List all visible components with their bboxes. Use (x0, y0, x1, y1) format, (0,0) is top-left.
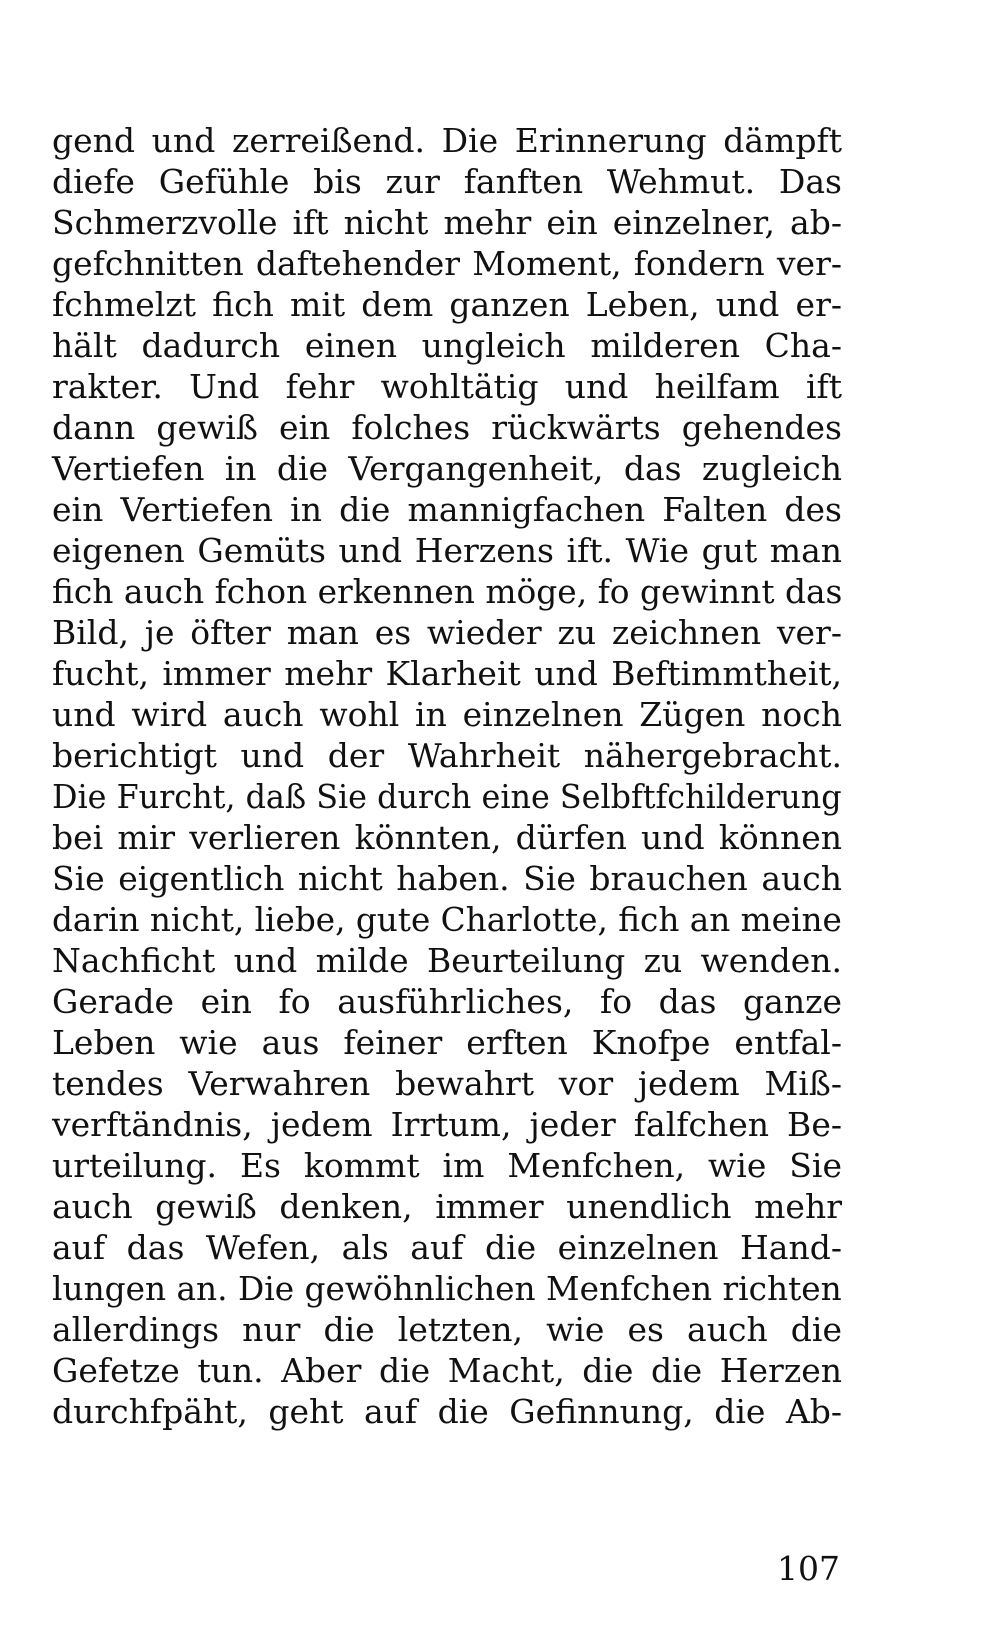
text-line: Sie eigentlich nicht haben. Sie brauchen auch (52, 859, 842, 898)
text-line: Leben wie aus feiner erften Knofpe entfal- (52, 1023, 842, 1062)
text-line: gefchnitten daftehender Moment, fondern ver- (52, 244, 842, 283)
text-line: lungen an. Die gewöhnlichen Menfchen richten (52, 1269, 842, 1308)
text-line: Die Furcht, daß Sie durch eine Selbftfchilderung (52, 777, 842, 816)
text-line: durchfpäht, geht auf die Gefinnung, die Ab- (52, 1392, 842, 1431)
text-line: rakter. Und fehr wohltätig und heilfam ift (52, 367, 842, 406)
text-line: gend und zerreißend. Die Erinnerung dämpft (52, 121, 842, 160)
text-line: fucht, immer mehr Klarheit und Beftimmtheit, (52, 654, 842, 693)
text-line: hält dadurch einen ungleich milderen Cha- (52, 326, 842, 365)
text-line: Gerade ein fo ausführliches, fo das ganze (52, 982, 842, 1021)
body-text (52, 120, 842, 1432)
text-line: fchmelzt fich mit dem ganzen Leben, und er- (52, 285, 842, 324)
text-line: Vertiefen in die Vergangenheit, das zugleich (52, 449, 842, 488)
text-line: eigenen Gemüts und Herzens ift. Wie gut man (52, 531, 842, 570)
text-line: diefe Gefühle bis zur fanften Wehmut. Das (52, 162, 842, 201)
text-line: fich auch fchon erkennen möge, fo gewinnt das (52, 572, 843, 611)
text-line: bei mir verlieren könnten, dürfen und können (52, 818, 842, 857)
text-line: Bild, je öfter man es wieder zu zeichnen ver- (52, 613, 842, 652)
text-line: dann gewiß ein folches rückwärts gehendes (52, 408, 842, 447)
text-line: Nachficht und milde Beurteilung zu wenden. (52, 941, 842, 980)
text-line: darin nicht, liebe, gute Charlotte, fich an meine (52, 900, 842, 939)
text-line: ein Vertiefen in die mannigfachen Falten des (52, 490, 842, 529)
text-line: berichtigt und der Wahrheit nähergebracht. (52, 736, 842, 775)
text-line: tendes Verwahren bewahrt vor jedem Miß- (52, 1064, 842, 1103)
page-number: 107 (777, 1549, 840, 1588)
text-line: Schmerzvolle ift nicht mehr ein einzelner, ab- (52, 203, 842, 242)
text-line: allerdings nur die letzten, wie es auch die (52, 1310, 842, 1349)
text-line: auf das Wefen, als auf die einzelnen Hand- (52, 1228, 842, 1267)
text-line: urteilung. Es kommt im Menfchen, wie Sie (52, 1146, 842, 1185)
text-line: Gefetze tun. Aber die Macht, die die Herzen (52, 1351, 842, 1390)
text-line: und wird auch wohl in einzelnen Zügen noch (52, 695, 842, 734)
text-line: auch gewiß denken, immer unendlich mehr (52, 1187, 842, 1226)
text-line: verftändnis, jedem Irrtum, jeder falfchen Be- (52, 1105, 842, 1144)
